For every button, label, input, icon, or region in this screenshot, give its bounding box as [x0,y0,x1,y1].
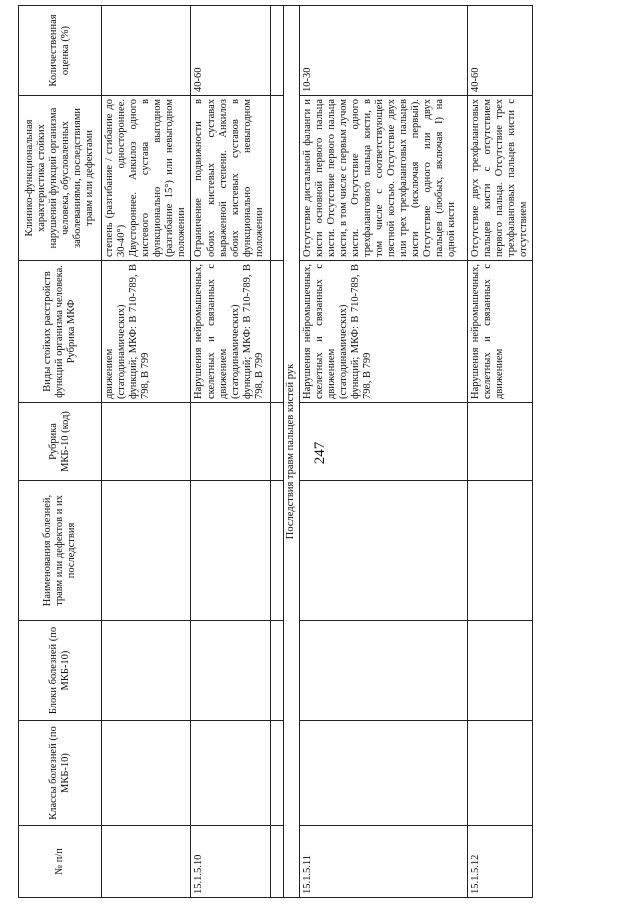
header-characteristic: Клинико-функциональная характеристика стойких нарушений функций организма человека, обусловленных заболеваниями, последствиями травм или дефектами [19,96,102,261]
header-blocks: Блоки болезней (по МКБ-10) [19,621,102,721]
cell-classes [299,721,467,826]
cell-classes [102,721,191,826]
cell-score: 10-30 [299,6,467,96]
cell-rubric [467,403,532,481]
header-name: Наименования болезней, травм или дефектов и их последствия [19,481,102,621]
cell-name [299,481,467,621]
cell-type: Нарушения нейромышечных, скелетных и связанных с движением [467,261,532,403]
header-score: Количественная оценка (%) [19,6,102,96]
cell-characteristic: Ограничение подвижности в обоих кистевых суставах выраженной степени. Анкилоз обоих кистевых суставов в функционально невыгодном положении [191,96,271,261]
cell-characteristic: Отсутствие дистальной фаланги и кисти основной первого пальца кисти. Отсутствие первого пальца кисти, в том числе с первым лучом кисти. Отсутствие одного трехфалангового пальца кисти, в том числе с соответствующей пястной костью. Отсутствие двух или трех трехфаланговых пальцев кисти (исключая первый). Отсутствие одного или двух пальцев (любых, включая I) на одной кисти [299,96,467,261]
header-num: № п/п [19,826,102,898]
cell-characteristic: Отсутствие двух трехфаланговых пальцев кисти с отсутствием первого пальца. Отсутствие трех трехфаланговых пальцев кисти с отсутствием [467,96,532,261]
table-row [191,6,271,898]
cell-classes [191,721,271,826]
spacer-cell [271,6,284,96]
cell-score: 40-60 [467,6,532,96]
cell-rubric [299,403,467,481]
spacer-cell [271,481,284,621]
cell-num: 15.1.5.10 [191,826,271,898]
header-row [19,6,102,898]
cell-type: движением (статодинамических) функций; МКФ: В 710-789, В 798, В 799 [102,261,191,403]
cell-name [102,481,191,621]
table-row [467,6,532,898]
cell-blocks [191,621,271,721]
cell-type: Нарушения нейромышечных, скелетных и связанных с движением (статодинамических) функций; МКФ: В 710-789, В 798, В 799 [191,261,271,403]
rotated-table-container [18,6,608,898]
cell-blocks [299,621,467,721]
header-rubric: Рубрика МКБ-10 (код) [19,403,102,481]
spacer-cell [271,261,284,403]
section-title: Последствия травм пальцев кистей рук [284,6,299,898]
cell-rubric [191,403,271,481]
header-type: Виды стойких расстройств функций организма человека. Рубрика МКФ [19,261,102,403]
table-row [299,6,467,898]
cell-characteristic: степень (разгибание / сгибание до 30-40°) одностороннее. Двустороннее. Анкилоз одного кистевого сустава в функционально выгодном (разгибание 15°) или невыгодном положении [102,96,191,261]
cell-num: 15.1.5.11 [299,826,467,898]
cell-score [102,6,191,96]
cell-type: Нарушения нейромышечных, скелетных и связанных с движением (статодинамических) функций; МКФ: В 710-789, В 798, В 799 [299,261,467,403]
cell-score: 40-60 [191,6,271,96]
cell-rubric [102,403,191,481]
spacer-cell [271,721,284,826]
cell-num: 15.1.5.12 [467,826,532,898]
page-number: 247 [312,441,328,465]
cell-blocks [467,621,532,721]
cell-name [467,481,532,621]
spacer-cell [271,826,284,898]
spacer-cell [271,621,284,721]
header-classes: Классы болезней (по МКБ-10) [19,721,102,826]
disability-criteria-table [18,5,533,898]
cell-blocks [102,621,191,721]
cell-name [191,481,271,621]
cell-classes [467,721,532,826]
cell-num [102,826,191,898]
spacer-row [271,6,284,898]
table-row [102,6,191,898]
spacer-cell [271,403,284,481]
section-row [284,6,299,898]
spacer-cell [271,96,284,261]
